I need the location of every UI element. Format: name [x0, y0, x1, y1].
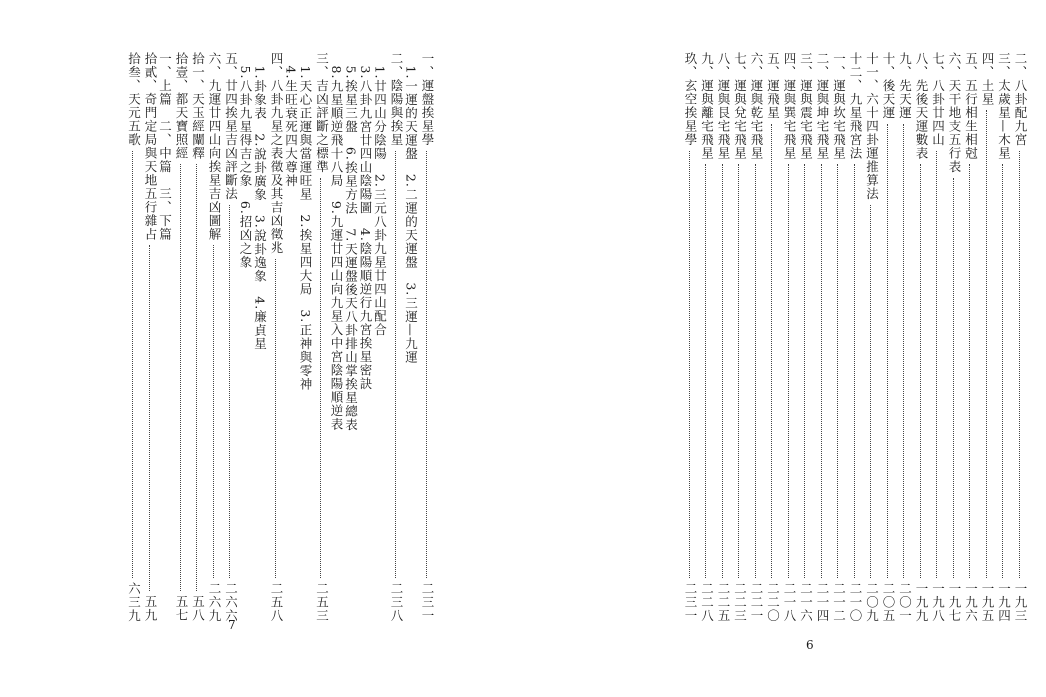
dot-leader — [275, 259, 278, 578]
toc-entry — [762, 52, 779, 622]
dot-leader — [920, 164, 923, 578]
dot-leader — [804, 164, 807, 578]
toc-entry — [402, 52, 417, 622]
toc-entry — [417, 52, 434, 622]
toc-entry — [696, 52, 713, 622]
toc-entry-title: 五、運飛星 — [765, 52, 781, 120]
toc-entry — [251, 52, 266, 622]
dot-leader — [320, 178, 323, 578]
dot-leader — [953, 178, 956, 578]
toc-subentry-title: 1.天心正運與當運旺星 2.挨星四大局 3.正神與零神 — [298, 52, 313, 391]
toc-subentry-title: 4.生旺衰死四大尊神 — [283, 52, 299, 188]
toc-entry-page: 二二八 — [699, 581, 715, 622]
toc-entry-page: 一九六 — [963, 581, 979, 622]
toc-entry-page: 二二一 — [749, 581, 764, 622]
toc-entry-page: 一九八 — [930, 581, 946, 622]
toc-entry — [220, 52, 237, 622]
dot-leader — [213, 245, 216, 578]
toc-entry-title: 六、九運廿四山向挨星吉凶圖解 — [207, 52, 222, 241]
dot-leader — [837, 164, 840, 578]
toc-entry — [713, 52, 730, 622]
toc-entry — [140, 52, 157, 622]
toc-entry-page: 二一二 — [831, 581, 847, 622]
toc-entry — [812, 52, 829, 622]
dot-leader — [936, 151, 939, 578]
dot-leader — [738, 164, 741, 578]
toc-entry — [977, 52, 994, 622]
toc-entry-title: 一、運與坎宅飛星 — [831, 52, 847, 160]
toc-entry-title: 三、太歲星—木星 — [996, 52, 1012, 160]
right-page — [523, 0, 1046, 697]
toc-entry-page: 二〇一 — [897, 581, 913, 622]
dot-leader — [771, 124, 774, 578]
dot-leader — [788, 164, 791, 578]
toc-subentry-title: 5.八卦九星得吉之象 6.招凶之象 — [238, 52, 253, 269]
dot-leader — [854, 164, 857, 578]
dot-leader — [903, 124, 906, 578]
toc-entry-page: 二二五 — [716, 581, 731, 622]
toc-entry-title: 拾一、天玉經闡釋 — [190, 52, 206, 160]
toc-entry-title: 七、八卦廿四山 — [930, 52, 946, 147]
toc-entry — [171, 52, 188, 622]
toc-entry-title: 四、八卦九星之表徵及其吉凶徵兆 — [269, 52, 284, 255]
toc-entry-title: 拾壹、都天寶照經 — [174, 52, 189, 160]
toc-entry-title: 二、八卦配九宮 — [1013, 52, 1028, 147]
dot-leader — [132, 151, 135, 578]
toc-entry-title: 十二、九星飛宮法 — [848, 52, 863, 160]
toc-entry — [204, 52, 221, 622]
toc-entry-page: 二一〇 — [848, 581, 863, 622]
toc-entry — [911, 52, 928, 622]
toc-entry-title: 二、運與坤宅飛星 — [815, 52, 830, 160]
toc-entry-page: 二一八 — [782, 581, 797, 622]
toc-entry — [266, 52, 283, 622]
toc-entry — [156, 52, 171, 622]
toc-subentry-title: 1.廿四山分陰陽 2.三元八卦九星廿四山配合 — [372, 52, 388, 337]
toc-entry-page: 二六六 — [223, 581, 239, 622]
toc-entry — [311, 52, 328, 622]
dot-leader — [229, 205, 232, 578]
toc-entry-title: 七、運與兌宅飛星 — [732, 52, 748, 160]
toc-entry — [328, 52, 343, 622]
dot-leader — [180, 164, 183, 591]
toc-entry — [187, 52, 204, 622]
toc-entry-title: 拾貳、奇門定局與天地五行雜占 — [143, 52, 158, 241]
toc-subentry-title: 3.八卦九宮廿四山陰陽圖 4.陰陽順逆行九宮挨星密訣 — [358, 52, 373, 391]
toc-entry-title: 五、五行相生相尅 — [963, 52, 979, 160]
toc-entry-page: 二二〇 — [765, 581, 781, 622]
toc-entry — [960, 52, 977, 622]
toc-entry-page: 一九三 — [1013, 581, 1028, 622]
toc-entry-title: 八、先後天運數表 — [914, 52, 929, 160]
toc-entry-title: 六、運與乾宅飛星 — [749, 52, 764, 160]
dot-leader — [870, 205, 873, 578]
toc-entry-page: 二三八 — [389, 581, 404, 622]
toc-entry — [861, 52, 878, 622]
toc-entry-page: 二〇九 — [864, 581, 880, 622]
toc-entry-page: 六三九 — [126, 581, 142, 622]
toc-entry — [927, 52, 944, 622]
toc-entry-page: 二六九 — [207, 581, 222, 622]
toc-entry-title: 三、運與震宅飛星 — [798, 52, 814, 160]
toc-entry — [386, 52, 403, 622]
dot-leader — [149, 245, 152, 591]
toc-entry-title: 十、後天運 — [881, 52, 896, 120]
table-of-contents — [53, 52, 433, 652]
dot-leader — [969, 164, 972, 578]
toc-entry-page: 二三一 — [420, 581, 435, 622]
toc-entry — [357, 52, 372, 622]
toc-entry — [746, 52, 763, 622]
toc-entry — [878, 52, 895, 622]
dot-leader — [196, 164, 199, 591]
toc-entry — [1010, 52, 1027, 622]
dot-leader — [821, 164, 824, 578]
page-number: 7 — [228, 618, 237, 632]
dot-leader — [1002, 164, 1005, 578]
toc-entry — [237, 52, 252, 622]
toc-entry-title: 三、吉凶評斷之標準 — [314, 52, 330, 174]
toc-entry-page: 二三一 — [683, 581, 698, 622]
toc-entry — [828, 52, 845, 622]
toc-entry — [123, 52, 140, 622]
dot-leader — [986, 110, 989, 578]
toc-subentry-title: 1.一運的天運盤 2.二運的天運盤 3.三運—九運 — [403, 52, 419, 364]
toc-entry-title: 四、運與巽宅飛星 — [782, 52, 797, 160]
toc-entry-page: 一九五 — [980, 581, 995, 622]
page-number: 6 — [806, 638, 815, 652]
toc-entry-page: 五八 — [190, 595, 206, 622]
toc-subentry-title: 1.卦象表 2.說卦廣象 3.說卦逸象 4.廉貞星 — [252, 52, 268, 351]
dot-leader — [887, 124, 890, 578]
toc-entry — [680, 52, 697, 622]
toc-entry-page: 二一六 — [798, 581, 814, 622]
toc-subentry-title: 8.九星順逆飛十八局 9.九運廿四山向九星入中宮陰陽順逆表 — [329, 52, 344, 431]
toc-entry — [993, 52, 1010, 622]
toc-entry-title: 玖、玄空挨星學 — [683, 52, 698, 147]
table-of-contents — [626, 52, 1026, 652]
toc-entry-title: 八、運與艮宅飛星 — [716, 52, 731, 160]
dot-leader — [1019, 151, 1022, 578]
toc-entry-title: 六、天干地支五行表 — [947, 52, 962, 174]
toc-entry — [297, 52, 312, 622]
toc-subentry-title: 5.挨星三盤 6.挨星方法 7.天運盤後天八卦排山掌挨星總表 — [343, 52, 359, 432]
toc-entry — [845, 52, 862, 622]
toc-entry — [729, 52, 746, 622]
toc-entry-page: 一九四 — [996, 581, 1012, 622]
dot-leader — [395, 151, 398, 578]
toc-entry — [779, 52, 796, 622]
toc-entry-title: 九、先天運 — [897, 52, 913, 120]
dot-leader — [722, 164, 725, 578]
toc-entry — [894, 52, 911, 622]
dot-leader — [705, 164, 708, 578]
toc-entry — [371, 52, 386, 622]
toc-entry — [282, 52, 297, 622]
toc-entry — [342, 52, 357, 622]
toc-entry-page: 二五三 — [314, 581, 330, 622]
toc-entry-title: 四、土星 — [980, 52, 995, 106]
toc-entry-page: 二五八 — [269, 581, 284, 622]
toc-entry-title: 五、廿四挨星吉凶評斷法 — [223, 52, 239, 201]
dot-leader — [426, 151, 429, 578]
toc-entry-page: 二一四 — [815, 581, 830, 622]
toc-entry-page: 一九九 — [914, 581, 929, 622]
toc-entry — [944, 52, 961, 622]
dot-leader — [755, 164, 758, 578]
toc-entry-title: 一、運盤挨星學 — [420, 52, 435, 147]
toc-entry-title: 九、運與離宅飛星 — [699, 52, 715, 160]
toc-entry-title: 十一、六十四卦運推算法 — [864, 52, 880, 201]
toc-entry-title: 二、陰陽與挨星 — [389, 52, 404, 147]
toc-entry-page: 五九 — [143, 595, 158, 622]
toc-entry-page: 五七 — [174, 595, 189, 622]
toc-subentry-title: 一、上篇 二、中篇 三、下篇 — [157, 52, 173, 241]
dot-leader — [689, 151, 692, 578]
toc-entry — [795, 52, 812, 622]
toc-entry-title: 拾叁、天元五歌 — [126, 52, 142, 147]
toc-entry-page: 二〇五 — [881, 581, 896, 622]
toc-entry-page: 二二三 — [732, 581, 748, 622]
toc-entry-page: 一九七 — [947, 581, 962, 622]
